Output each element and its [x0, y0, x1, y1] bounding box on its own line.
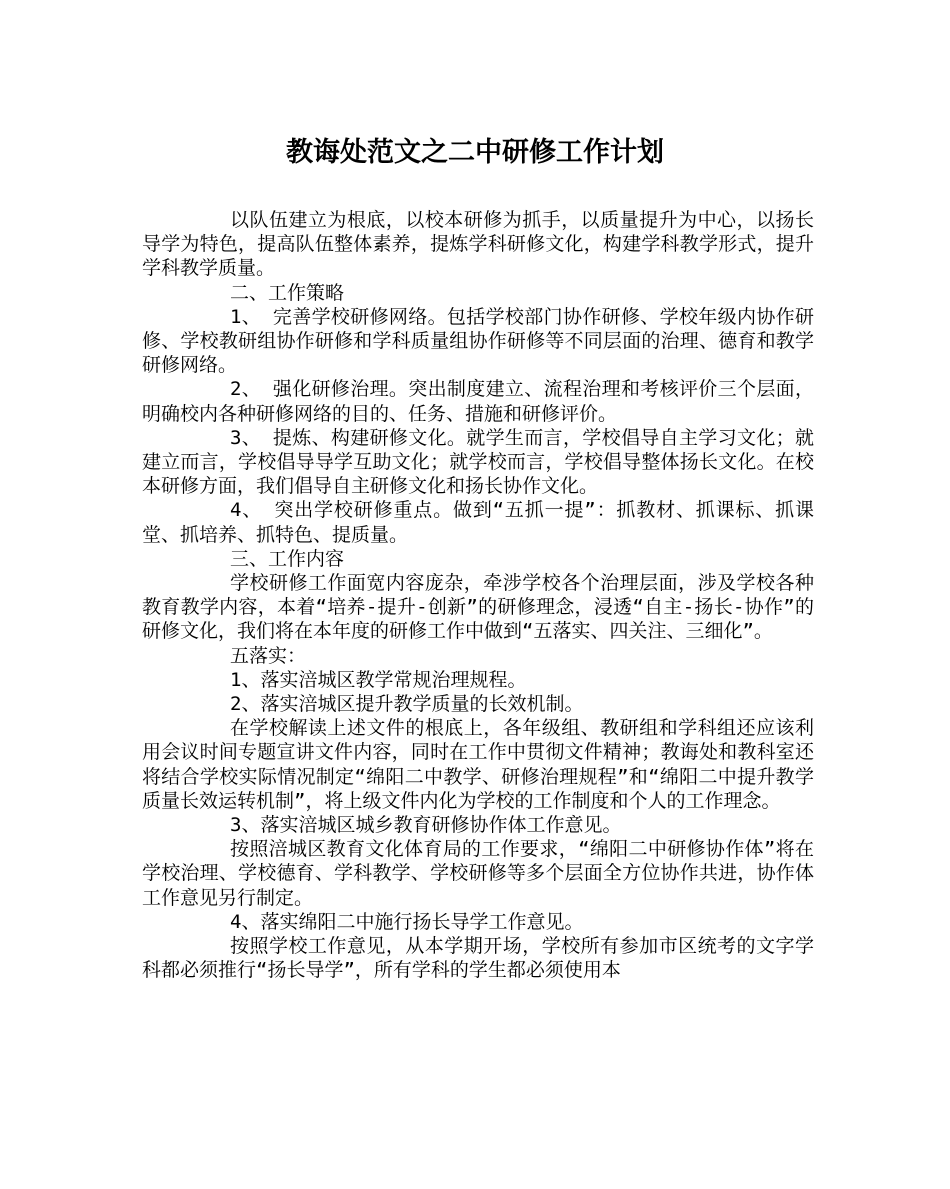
heading-content: 三、工作内容 [230, 547, 345, 570]
document-title: 教诲处范文之二中研修工作计划 [286, 137, 664, 168]
subheading-five-implementations: 五落实： [230, 644, 307, 667]
paragraph-item-3-detail: 按照涪城区教育文化体育局的工作要求，“绵阳二中研修协作体”将在学校治理、学校德育、学科教学、学校研修等多个层面全方位协作共进，协作体工作意见另行制定。 [142, 838, 814, 909]
paragraph-strategy-4: 4、 突出学校研修重点。做到“五抓一提”：抓教材、抓课标、抓课堂、抓培养、抓特色、提质量。 [142, 499, 814, 546]
paragraph-intro: 以队伍建立为根底，以校本研修为抓手，以质量提升为中心，以扬长导学为特色，提高队伍整体素养，提炼学科研修文化，构建学科教学形式，提升学科教学质量。 [142, 209, 814, 280]
list-item-2: 2、落实涪城区提升教学质量的长效机制。 [230, 693, 584, 716]
paragraph-content-intro: 学校研修工作面宽内容庞杂，牵涉学校各个治理层面，涉及学校各种教育教学内容，本着“培养-提升-创新”的研修理念，浸透“自主-扬长-协作”的研修文化，我们将在本年度的研修工作中做到“五落实、四关注、三细化”。 [142, 572, 814, 643]
heading-strategy: 二、工作策略 [230, 281, 345, 304]
paragraph-item-2-detail: 在学校解读上述文件的根底上，各年级组、教研组和学科组还应该利用会议时间专题宣讲文件内容，同时在工作中贯彻文件精神；教诲处和教科室还将结合学校实际情况制定“绵阳二中教学、研修治理规程”和“绵阳二中提升教学质量长效运转机制”，将上级文件内化为学校的工作制度和个人的工作理念。 [142, 717, 814, 812]
paragraph-item-4-detail: 按照学校工作意见，从本学期开场，学校所有参加市区统考的文字学科都必须推行“扬长导学”，所有学科的学生都必须使用本 [142, 935, 814, 982]
list-item-1: 1、落实涪城区教学常规治理规程。 [230, 668, 527, 691]
document-body [142, 208, 814, 983]
paragraph-strategy-3: 3、 提炼、构建研修文化。就学生而言，学校倡导自主学习文化；就建立而言，学校倡导导学互助文化；就学校而言，学校倡导整体扬长文化。在校本研修方面，我们倡导自主研修文化和扬长协作文化。 [142, 426, 814, 498]
list-item-4: 4、落实绵阳二中施行扬长导学工作意见。 [230, 910, 584, 933]
paragraph-strategy-2: 2、 强化研修治理。突出制度建立、流程治理和考核评价三个层面，明确校内各种研修网络的目的、任务、措施和研修评价。 [142, 378, 814, 425]
list-item-3: 3、落实涪城区城乡教育研修协作体工作意见。 [230, 814, 622, 837]
paragraph-strategy-1: 1、 完善学校研修网络。包括学校部门协作研修、学校年级内协作研修、学校教研组协作研修和学科质量组协作研修等不同层面的治理、德育和教学研修网络。 [142, 305, 814, 377]
